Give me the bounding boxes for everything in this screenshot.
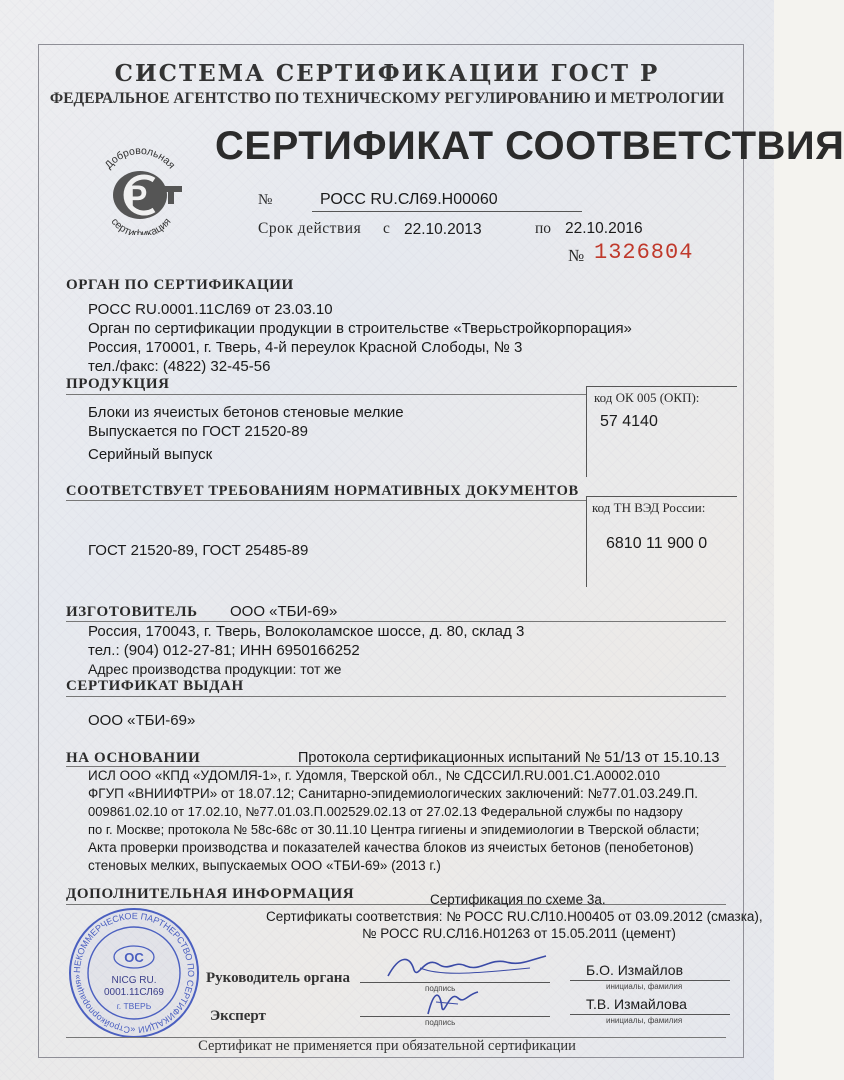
- stamp-center: ОС: [124, 950, 144, 965]
- head-name-line: [570, 980, 730, 981]
- from-label: с: [383, 220, 390, 237]
- stamp-city: г. ТВЕРЬ: [116, 1001, 152, 1011]
- conformity-rule: [66, 500, 586, 501]
- conformity-docs: ГОСТ 21520-89, ГОСТ 25485-89: [88, 542, 309, 559]
- expert-sign-caption: подпись: [425, 1018, 456, 1027]
- to-label: по: [535, 220, 552, 237]
- stamp-reg-2: 0001.11СЛ69: [104, 987, 164, 998]
- stamp-ring-text: НЕКОММЕРЧЕСКОЕ ПАРТНЕРСТВО ПО СЕРТИФИКАЦИИ «Стройкорпорация»: [71, 910, 197, 1036]
- additional-line-2: Сертификаты соответствия: № РОСС RU.СЛ10.Н00405 от 03.09.2012 (смазка),: [266, 909, 763, 924]
- basis-line-3: ФГУП «ВНИИФТРИ» от 18.07.12; Санитарно-эпидемиологических заключений: №77.01.03.249.П.: [88, 786, 699, 801]
- okp-value: 57 4140: [600, 413, 658, 430]
- basis-line-4: 009861.02.10 от 17.02.10, №77.01.03.П.002529.02.13 от 27.02.13 Федеральной службы по надзору: [88, 804, 683, 819]
- head-name: Б.О. Измайлов: [586, 962, 684, 978]
- from-date: 22.10.2013: [404, 221, 482, 238]
- expert-name-caption: инициалы, фамилия: [606, 1016, 683, 1025]
- okp-label: код ОК 005 (ОКП):: [594, 390, 700, 405]
- organ-line-4: тел./факс: (4822) 32-45-56: [88, 358, 271, 375]
- system-title: СИСТЕМА СЕРТИФИКАЦИИ ГОСТ Р: [114, 60, 660, 87]
- expert-name-line: [570, 1014, 730, 1015]
- serial-number: 1326804: [594, 240, 694, 265]
- head-signature: [380, 946, 550, 986]
- basis-line-1: Протокола сертификационных испытаний № 51/13 от 15.10.13: [298, 750, 720, 766]
- additional-heading: ДОПОЛНИТЕЛЬНАЯ ИНФОРМАЦИЯ: [66, 886, 355, 902]
- conformity-heading: СООТВЕТСТВУЕТ ТРЕБОВАНИЯМ НОРМАТИВНЫХ ДОКУМЕНТОВ: [66, 483, 579, 499]
- product-line-2: Выпускается по ГОСТ 21520-89: [88, 423, 308, 440]
- basis-heading: НА ОСНОВАНИИ: [66, 750, 201, 766]
- footer-note: Сертификат не применяется при обязательной сертификации: [198, 1038, 576, 1054]
- manufacturer-rule: [66, 621, 726, 622]
- manufacturer-heading: ИЗГОТОВИТЕЛЬ: [66, 604, 198, 620]
- to-date: 22.10.2016: [565, 220, 643, 237]
- organ-heading: ОРГАН ПО СЕРТИФИКАЦИИ: [66, 277, 294, 293]
- stamp-reg-1: NICG RU.: [111, 975, 157, 986]
- organ-line-1: РОСС RU.0001.11СЛ69 от 23.03.10: [88, 301, 333, 318]
- manufacturer-line-2: тел.: (904) 012-27-81; ИНН 6950166252: [88, 642, 360, 659]
- logo-bottom-text: сертификация: [108, 215, 174, 235]
- organ-line-2: Орган по сертификации продукции в строительстве «Тверьстройкорпорация»: [88, 320, 632, 337]
- basis-line-2: ИСЛ ООО «КПД «УДОМЛЯ-1», г. Удомля, Тверской обл., № СДССИЛ.RU.001.С1.А0002.010: [88, 768, 661, 783]
- expert-signature: [418, 984, 488, 1020]
- tnved-label: код ТН ВЭД России:: [592, 500, 706, 515]
- certificate-title: СЕРТИФИКАТ СООТВЕТСТВИЯ: [215, 124, 844, 168]
- svg-text:Р: Р: [126, 179, 148, 215]
- product-line-1: Блоки из ячеистых бетонов стеновые мелкие: [88, 404, 404, 421]
- product-line-3: Серийный выпуск: [88, 446, 213, 463]
- product-heading: ПРОДУКЦИЯ: [66, 376, 170, 392]
- expert-name: Т.В. Измайлова: [586, 996, 687, 1012]
- basis-line-5: по г. Москве; протокола № 58с-68с от 30.11.10 Центра гигиены и эпидемиологии в Тверской области;: [88, 822, 700, 837]
- organ-line-3: Россия, 170001, г. Тверь, 4-й переулок Красной Слободы, № 3: [88, 339, 523, 356]
- head-label: Руководитель органа: [206, 970, 350, 986]
- basis-rule: [66, 766, 726, 767]
- manufacturer-line-1: Россия, 170043, г. Тверь, Волоколамское шоссе, д. 80, склад 3: [88, 623, 525, 640]
- logo-top-text: Добровольная: [102, 144, 178, 172]
- expert-label: Эксперт: [210, 1008, 266, 1024]
- additional-line-3: № РОСС RU.СЛ16.Н01263 от 15.05.2011 (цемент): [362, 926, 676, 941]
- manufacturer-name: ООО «ТБИ-69»: [230, 603, 338, 620]
- head-name-caption: инициалы, фамилия: [606, 982, 683, 991]
- number-underline: [312, 211, 582, 212]
- gost-r-logo: [88, 140, 193, 235]
- organ-stamp: [66, 905, 202, 1041]
- head-sign-caption: подпись: [425, 984, 456, 993]
- issued-heading: СЕРТИФИКАТ ВЫДАН: [66, 678, 244, 694]
- validity-label: Срок действия: [258, 220, 362, 237]
- basis-line-7: стеновых мелких, выпускаемых ООО «ТБИ-69» (2013 г.): [88, 858, 441, 873]
- manufacturer-line-3: Адрес производства продукции: тот же: [88, 661, 342, 677]
- issued-rule: [66, 696, 726, 697]
- agency-title: ФЕДЕРАЛЬНОЕ АГЕНТСТВО ПО ТЕХНИЧЕСКОМУ РЕГУЛИРОВАНИЮ И МЕТРОЛОГИИ: [49, 90, 725, 107]
- tnved-value: 6810 11 900 0: [606, 535, 708, 552]
- issued-to: ООО «ТБИ-69»: [88, 712, 196, 729]
- certificate-number: РОСС RU.СЛ69.Н00060: [320, 191, 498, 208]
- serial-label: №: [568, 246, 585, 265]
- basis-line-6: Акта проверки производства и показателей качества блоков из ячеистых бетонов (пенобетонов): [88, 840, 694, 855]
- additional-line-1: Сертификация по схеме 3а.: [430, 892, 606, 907]
- product-rule: [66, 394, 586, 395]
- number-label: №: [258, 192, 273, 208]
